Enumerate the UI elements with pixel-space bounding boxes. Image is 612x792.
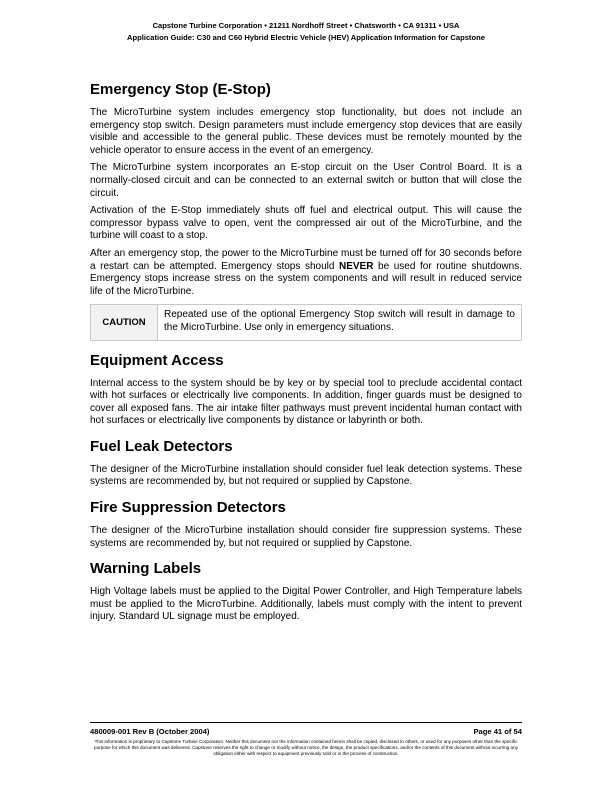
equipment-access-heading: Equipment Access — [90, 351, 224, 369]
page-header — [0, 20, 612, 43]
equipment-access-section — [90, 352, 522, 428]
fuel-leak-section — [90, 438, 522, 489]
footer-row — [90, 727, 522, 737]
footer-legal-notice: This information is proprietary to Capstone Turbine Corporation. Neither this document nor the information contained herein shall be copied, disclosed to others, or used for any purposes other than the specific purpose for which this document was delivered. Capstone reserves the right to change or modify without notice, the design, the product specifications, and/or the contents of this document without incurring any obligation either with respect to equipment previously sold or in the process of construction. — [94, 739, 518, 756]
estop-paragraph-4 — [90, 248, 522, 298]
estop-paragraph-2: The MicroTurbine system incorporates an E-stop circuit on the User Control Board. It is a normally-closed circuit and can be connected to an external switch or button that will close the circuit. — [90, 162, 522, 199]
estop-p4-emphasis: NEVER — [339, 260, 374, 272]
footer-doc-id: 480009-001 Rev B (October 2004) — [90, 727, 210, 736]
fire-suppression-paragraph: The designer of the MicroTurbine installation should consider fire suppression systems. These systems are recommended by, but not required or supplied by Capstone. — [90, 525, 522, 549]
page-content — [90, 81, 522, 629]
caution-box — [90, 304, 522, 340]
estop-p4-text-b: be used for routine shutdowns. Emergency stops increase stress on the system components and will result in reduced service life of the MicroTurbine. — [90, 260, 522, 297]
estop-paragraph-1: The MicroTurbine system includes emergency stop functionality, but does not include an emergency stop switch. Design parameters must include emergency stop devices that are easily visible and accessible to the general public. These devices must be remotely mounted by the vehicle operator to ensure access in the event of an emergency. — [90, 107, 522, 156]
estop-section — [90, 81, 522, 341]
caution-label: CAUTION — [91, 305, 158, 339]
estop-p4-text-a: After an emergency stop, the power to the MicroTurbine must be turned off for 30 seconds before a restart can be attempted. Emergency stops should — [90, 247, 522, 272]
footer-page-number: Page 41 of 54 — [473, 727, 522, 736]
estop-paragraph-3: Activation of the E-Stop immediately shuts off fuel and electrical output. This will cause the compressor bypass valve to open, vent the compressed air out of the MicroTurbine, and the turbine will coast to a stop. — [90, 205, 522, 242]
equipment-access-paragraph: Internal access to the system should be by key or by special tool to preclude accidental contact with hot surfaces or electrically live components. In addition, finger guards must be designed to cover all exposed fans. The air intake filter pathways must prevent incidental human contact with hot surfaces or electrically live components by distance or labyrinth or both. — [90, 377, 522, 427]
header-doc-title: Application Guide: C30 and C60 Hybrid Electric Vehicle (HEV) Application Information for Capstone — [127, 32, 485, 42]
fire-suppression-section — [90, 499, 522, 550]
page-footer — [90, 722, 522, 757]
estop-heading: Emergency Stop (E-Stop) — [90, 81, 271, 98]
caution-text: Repeated use of the optional Emergency Stop switch will result in damage to the MicroTurbine. Use only in emergency situations. — [164, 309, 515, 333]
fire-suppression-heading: Fire Suppression Detectors — [90, 499, 286, 517]
header-address: Capstone Turbine Corporation • 21211 Nordhoff Street • Chatsworth • CA 91311 • USA — [152, 21, 460, 30]
fuel-leak-paragraph: The designer of the MicroTurbine installation should consider fuel leak detection systems. These systems are recommended by, but not required or supplied by Capstone. — [90, 463, 522, 488]
warning-labels-section — [90, 560, 522, 624]
warning-labels-paragraph: High Voltage labels must be applied to the Digital Power Controller, and High Temperature labels must be applied to the MicroTurbine. Additionally, labels must comply with the intent to prevent injury. Standard UL signage must be employed. — [90, 586, 522, 623]
warning-labels-heading: Warning Labels — [90, 560, 202, 578]
fuel-leak-heading: Fuel Leak Detectors — [90, 437, 233, 455]
